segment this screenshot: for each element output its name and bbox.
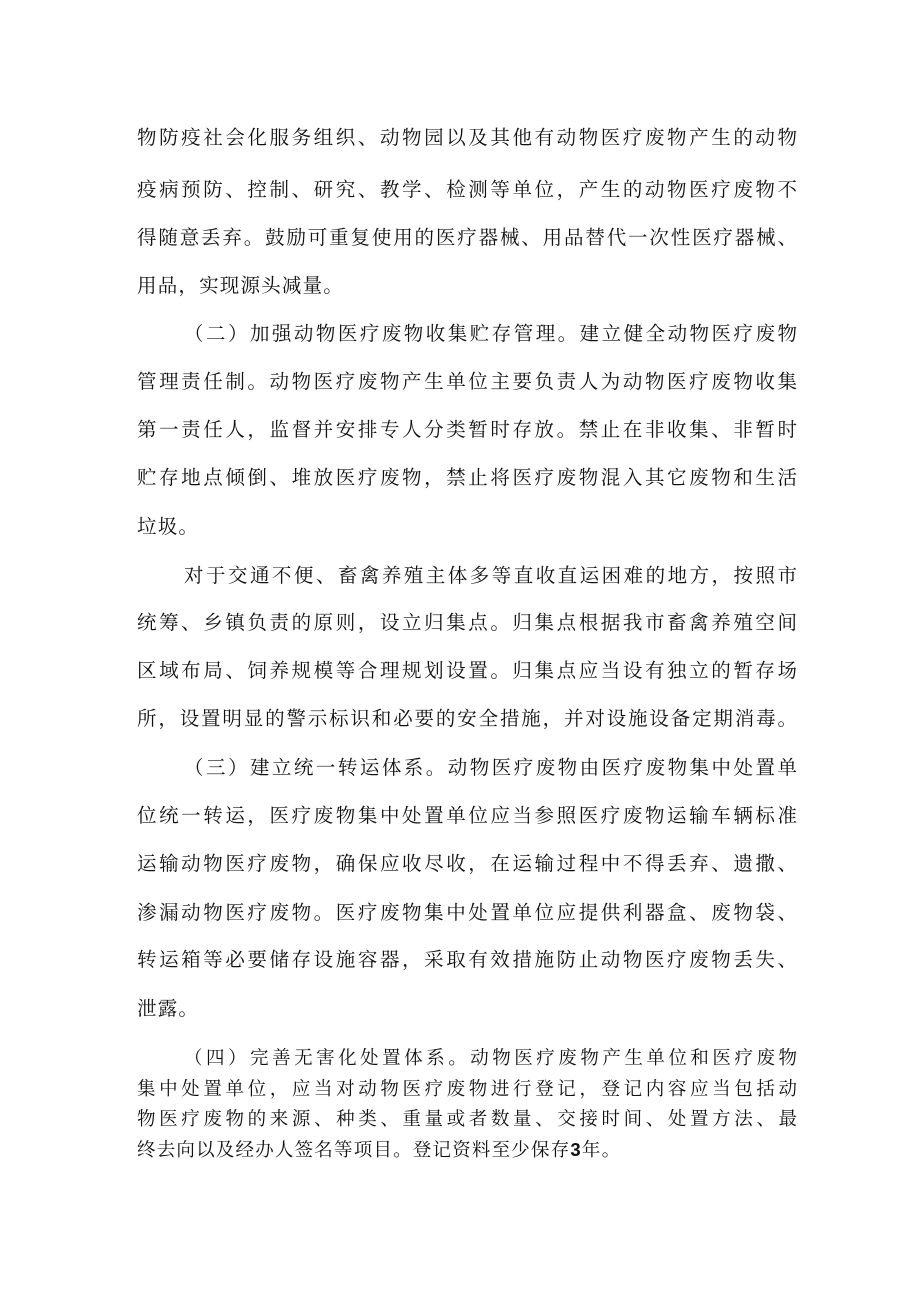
paragraph-line: 贮存地点倾倒、堆放医疗废物，禁止将医疗废物混入其它废物和生活 (137, 466, 797, 489)
paragraph-line: 泄露。 (137, 997, 200, 1020)
paragraph-line: 用品，实现源头减量。 (137, 274, 345, 297)
paragraph-line: 渗漏动物医疗废物。医疗废物集中处置单位应提供利器盒、废物袋、 (137, 901, 797, 924)
paragraph-line: 区域布局、饲养规模等合理规划设置。归集点应当设有独立的暂存场 (137, 659, 797, 682)
paragraph-line: （二）加强动物医疗废物收集贮存管理。建立健全动物医疗废物 (184, 322, 797, 345)
paragraph-line: 所，设置明显的警示标识和必要的安全措施，并对设施设备定期消毒。 (137, 707, 797, 730)
paragraph-line: 转运箱等必要储存设施容器，采取有效措施防止动物医疗废物丢失、 (137, 948, 797, 971)
retention-years: 3 (570, 1139, 582, 1160)
paragraph-line: 对于交通不便、畜禽养殖主体多等直收直运困难的地方，按照市 (184, 564, 797, 587)
paragraph-line: （四）完善无害化处置体系。动物医疗废物产生单位和医疗废物 (184, 1048, 797, 1069)
paragraph-line: 疫病预防、控制、研究、教学、检测等单位，产生的动物医疗废物不 (137, 178, 797, 201)
paragraph-line: 管理责任制。动物医疗废物产生单位主要负责人为动物医疗废物收集 (137, 370, 797, 393)
paragraph-line: 物防疫社会化服务组织、动物园以及其他有动物医疗废物产生的动物 (137, 126, 797, 149)
paragraph-line: （三）建立统一转运体系。动物医疗废物由医疗废物集中处置单 (184, 756, 797, 779)
years-suffix: 年。 (581, 1140, 622, 1161)
paragraph-text: 终去向以及经办人签名等项目。登记资料至少保存 (137, 1140, 571, 1161)
paragraph-line: 位统一转运，医疗废物集中处置单位应当参照医疗废物运输车辆标准 (137, 804, 797, 827)
paragraph-line: 统筹、乡镇负责的原则，设立归集点。归集点根据我市畜禽养殖空间 (137, 611, 797, 634)
paragraph-line: 运输动物医疗废物，确保应收尽收，在运输过程中不得丢弃、遗撒、 (137, 852, 797, 875)
paragraph-line: 第一责任人，监督并安排专人分类暂时存放。禁止在非收集、非暂时 (137, 418, 797, 441)
paragraph-line: 物医疗废物的来源、种类、重量或者数量、交接时间、处置方法、最 (137, 1109, 797, 1130)
paragraph-line: 集中处置单位，应当对动物医疗废物进行登记，登记内容应当包括动 (137, 1079, 797, 1100)
paragraph-line: 垃圾。 (137, 515, 200, 538)
paragraph-line: 得随意丢弃。鼓励可重复使用的医疗器械、用品替代一次性医疗器械、 (137, 226, 797, 249)
paragraph-line-final (137, 1141, 797, 1161)
